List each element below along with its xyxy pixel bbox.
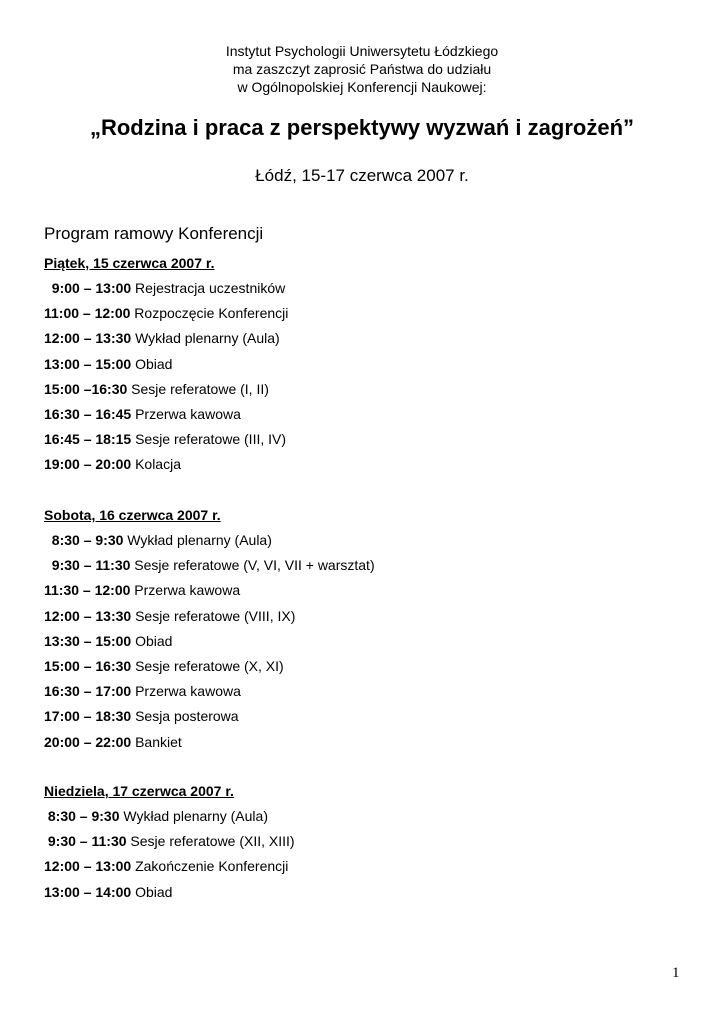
activity: Obiad bbox=[131, 355, 173, 372]
time-range: 16:30 – 16:45 bbox=[44, 405, 132, 422]
time-range: 16:45 – 18:15 bbox=[44, 431, 132, 448]
activity: Rejestracja uczestników bbox=[131, 280, 286, 296]
activity: Sesje referatowe (III, IV) bbox=[131, 431, 287, 448]
time-range: 9:30 – 11:30 bbox=[44, 833, 127, 850]
activity: Wykład plenarny (Aula) bbox=[131, 330, 280, 347]
schedule-row bbox=[44, 880, 295, 905]
schedule-row bbox=[44, 326, 288, 351]
schedule-row bbox=[44, 854, 295, 879]
time-range: 12:00 – 13:30 bbox=[44, 607, 132, 624]
time-range: 17:00 – 18:30 bbox=[44, 708, 132, 725]
schedule-row bbox=[44, 679, 375, 704]
time-range: 9:00 – 13:00 bbox=[44, 280, 132, 296]
schedule-row bbox=[44, 654, 375, 679]
time-range: 13:00 – 14:00 bbox=[44, 883, 132, 900]
conference-title: „Rodzina i praca z perspektywy wyzwań i zagrożeń” bbox=[89, 115, 635, 140]
schedule-row bbox=[44, 352, 288, 377]
activity: Sesje referatowe (I, II) bbox=[127, 380, 269, 397]
activity: Sesja posterowa bbox=[131, 708, 239, 725]
page-number: 1 bbox=[672, 965, 680, 981]
schedule-row bbox=[44, 427, 288, 452]
time-range: 16:30 – 17:00 bbox=[44, 683, 132, 700]
schedule-row bbox=[44, 829, 295, 854]
activity: Obiad bbox=[131, 632, 173, 649]
activity: Bankiet bbox=[131, 733, 182, 750]
time-range: 13:00 – 15:00 bbox=[44, 355, 132, 372]
activity: Zakończenie Konferencji bbox=[131, 858, 289, 875]
day-schedule-friday bbox=[44, 254, 288, 478]
schedule-row bbox=[44, 730, 375, 755]
schedule-row bbox=[44, 377, 288, 402]
day-schedule-saturday bbox=[44, 506, 375, 755]
schedule-row bbox=[44, 301, 288, 326]
schedule-row bbox=[44, 553, 375, 578]
schedule-row bbox=[44, 704, 375, 729]
schedule-row bbox=[44, 402, 288, 427]
day-title: Niedziela, 17 czerwca 2007 r. bbox=[44, 783, 234, 799]
activity: Rozpoczęcie Konferencji bbox=[130, 305, 289, 322]
day-schedule-sunday bbox=[44, 782, 295, 905]
activity: Przerwa kawowa bbox=[131, 683, 241, 700]
time-range: 8:30 – 9:30 bbox=[44, 808, 120, 824]
time-range: 20:00 – 22:00 bbox=[44, 733, 132, 750]
activity: Wykład plenarny (Aula) bbox=[123, 532, 272, 548]
schedule-row bbox=[44, 604, 375, 629]
header-line: Instytut Psychologii Uniwersytetu Łódzkiego bbox=[225, 43, 499, 59]
program-heading: Program ramowy Konferencji bbox=[44, 224, 264, 243]
activity: Przerwa kawowa bbox=[131, 405, 241, 422]
schedule-row bbox=[44, 804, 295, 829]
time-range: 13:30 – 15:00 bbox=[44, 632, 132, 649]
schedule-row bbox=[44, 578, 375, 603]
activity: Obiad bbox=[131, 883, 173, 900]
activity: Kolacja bbox=[131, 456, 181, 473]
activity: Sesje referatowe (V, VI, VII + warsztat) bbox=[130, 557, 375, 574]
schedule-row bbox=[44, 528, 375, 553]
time-range: 8:30 – 9:30 bbox=[44, 532, 124, 548]
time-range: 9:30 – 11:30 bbox=[44, 557, 131, 574]
header-line: ma zaszczyt zaprosić Państwa do udziału bbox=[232, 61, 492, 77]
time-range: 15:00 – 16:30 bbox=[44, 657, 132, 674]
time-range: 11:30 – 12:00 bbox=[44, 582, 131, 599]
invitation-header bbox=[0, 42, 724, 96]
place-and-date: Łódź, 15-17 czerwca 2007 r. bbox=[255, 166, 469, 185]
schedule-row bbox=[44, 276, 288, 301]
time-range: 19:00 – 20:00 bbox=[44, 456, 132, 473]
time-range: 11:00 – 12:00 bbox=[44, 305, 131, 322]
header-line: w Ogólnopolskiej Konferencji Naukowej: bbox=[237, 79, 487, 95]
activity: Sesje referatowe (VIII, IX) bbox=[131, 607, 296, 624]
activity: Sesje referatowe (X, XI) bbox=[131, 657, 284, 674]
time-range: 12:00 – 13:30 bbox=[44, 330, 132, 347]
day-title: Sobota, 16 czerwca 2007 r. bbox=[44, 507, 221, 523]
activity: Przerwa kawowa bbox=[130, 582, 241, 599]
day-title: Piątek, 15 czerwca 2007 r. bbox=[44, 255, 215, 271]
schedule-row bbox=[44, 629, 375, 654]
activity: Sesje referatowe (XII, XIII) bbox=[126, 833, 295, 850]
time-range: 15:00 –16:30 bbox=[44, 380, 128, 397]
activity: Wykład plenarny (Aula) bbox=[119, 808, 268, 824]
schedule-row bbox=[44, 452, 288, 477]
time-range: 12:00 – 13:00 bbox=[44, 858, 132, 875]
